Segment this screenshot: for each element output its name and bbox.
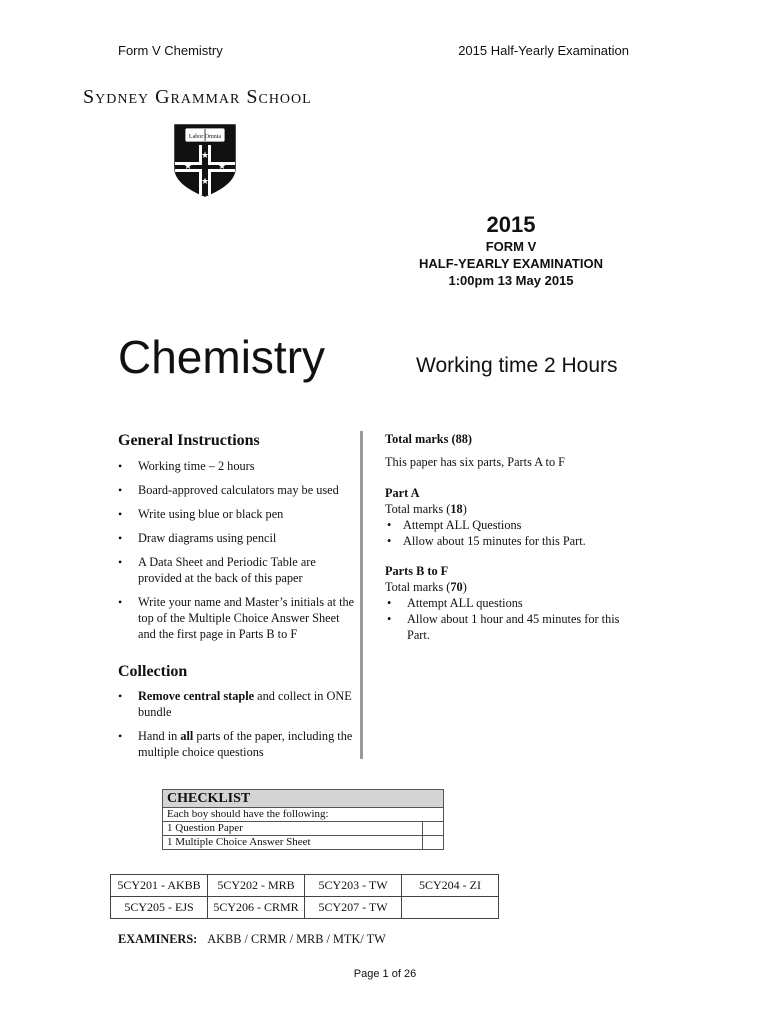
svg-text:★: ★ <box>200 176 210 186</box>
class-groups-table <box>110 874 499 919</box>
running-header-right: 2015 Half-Yearly Examination <box>458 43 629 58</box>
checklist-checkbox <box>423 822 444 836</box>
class-cell: 5CY202 - MRB <box>208 875 305 897</box>
marks-section <box>385 431 635 643</box>
part-a-title: Part A <box>385 486 420 500</box>
total-marks: Total marks (88) <box>385 432 472 446</box>
instruction-item: • Draw diagrams using pencil <box>118 530 358 546</box>
collection-title: Collection <box>118 663 188 680</box>
general-instructions-title: General Instructions <box>118 432 260 449</box>
instruction-item: • Working time – 2 hours <box>118 458 358 474</box>
part-a-item: • Attempt ALL Questions <box>385 517 635 533</box>
part-a-marks: Total marks (18) <box>385 502 467 516</box>
class-cell: 5CY204 - ZI <box>402 875 499 897</box>
exam-type: HALF-YEARLY EXAMINATION <box>419 256 603 271</box>
part-bf-list <box>385 595 635 643</box>
collection-item: • Remove central staple and collect in ONE bundle <box>118 688 358 720</box>
examiners-names: AKBB / CRMR / MRB / MTK/ TW <box>207 932 386 946</box>
instruction-item: • Write using blue or black pen <box>118 506 358 522</box>
class-cell: 5CY205 - EJS <box>111 897 208 919</box>
checklist-title: CHECKLIST <box>163 790 444 808</box>
collection-item: • Hand in all parts of the paper, including the multiple choice questions <box>118 728 358 760</box>
running-header-left: Form V Chemistry <box>118 43 223 58</box>
school-crest-icon <box>173 124 237 198</box>
instruction-item: • Write your name and Master’s initials at the top of the Multiple Choice Answer Sheet and the first page in Parts B to F <box>118 594 358 642</box>
checklist-checkbox <box>423 836 444 850</box>
checklist-intro: Each boy should have the following: <box>163 808 444 822</box>
crest-motto: Labor Omnia <box>188 134 222 140</box>
checklist-table <box>162 789 444 850</box>
working-time: Working time 2 Hours <box>416 354 618 377</box>
part-bf-item: • Allow about 1 hour and 45 minutes for this Part. <box>385 611 635 643</box>
exam-heading <box>380 212 642 289</box>
svg-text:★: ★ <box>183 161 193 171</box>
exam-form: FORM V <box>485 239 537 254</box>
checklist-item: 1 Question Paper <box>163 822 423 836</box>
instruction-item: • A Data Sheet and Periodic Table are provided at the back of this paper <box>118 554 358 586</box>
class-cell: 5CY201 - AKBB <box>111 875 208 897</box>
exam-datetime: 1:00pm 13 May 2015 <box>448 273 574 288</box>
svg-text:★: ★ <box>200 150 210 160</box>
class-cell: 5CY203 - TW <box>305 875 402 897</box>
class-cell <box>402 897 499 919</box>
school-name: Sydney Grammar School <box>83 86 312 108</box>
part-bf-item: • Attempt ALL questions <box>385 595 635 611</box>
svg-text:★: ★ <box>217 161 227 171</box>
page-number: Page 1 of 26 <box>353 968 417 980</box>
collection-list <box>118 688 358 768</box>
part-bf-marks: Total marks (70) <box>385 580 467 594</box>
paper-summary: This paper has six parts, Parts A to F <box>385 455 566 469</box>
subject-title: Chemistry <box>118 331 326 383</box>
instruction-item: • Board-approved calculators may be used <box>118 482 358 498</box>
examiners-line <box>118 932 386 947</box>
exam-year: 2015 <box>486 212 536 237</box>
class-cell: 5CY207 - TW <box>305 897 402 919</box>
examiners-label: EXAMINERS: <box>118 932 198 946</box>
class-cell: 5CY206 - CRMR <box>208 897 305 919</box>
general-instructions-list <box>118 458 358 650</box>
part-bf-title: Parts B to F <box>385 564 449 578</box>
part-a-item: • Allow about 15 minutes for this Part. <box>385 533 635 549</box>
checklist-item: 1 Multiple Choice Answer Sheet <box>163 836 423 850</box>
part-a-list <box>385 517 635 549</box>
column-divider <box>360 431 363 759</box>
